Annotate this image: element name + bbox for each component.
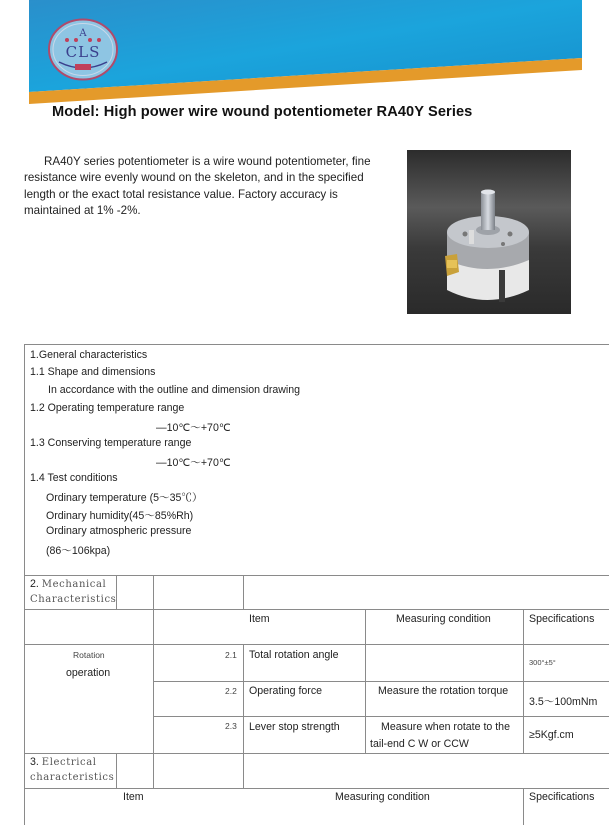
row-item: Operating force — [249, 685, 323, 697]
operating-temp-value: —10℃～+70℃ — [156, 422, 231, 434]
table-border-left — [24, 344, 25, 825]
row-divider — [153, 681, 609, 682]
group-label-operation: operation — [66, 667, 111, 679]
row-condition-line1: Measure when rotate to the — [381, 721, 510, 733]
row-number: 2.3 — [225, 721, 237, 731]
col-divider — [523, 609, 524, 753]
intro-text: RA40Y series potentiometer is a wire wound potentiometer, fine resistance wire evenly wound on the skeleton, and in the specified length or the exact total resistance value. Factory accuracy is maintained at 1% -2%. — [24, 155, 371, 217]
electrical-col-item: Item — [123, 791, 144, 803]
mechanical-col-condition: Measuring condition — [396, 613, 491, 625]
mechanical-heading-number: 2. — [30, 578, 39, 590]
table-border-top — [24, 344, 609, 345]
mechanical-col-item: Item — [249, 613, 270, 625]
test-conditions-label: 1.4 Test conditions — [30, 472, 118, 484]
mechanical-heading-line1 — [30, 578, 106, 590]
group-label-rotation: Rotation — [73, 650, 105, 660]
svg-text:CLS: CLS — [65, 43, 101, 61]
mechanical-heading-text: Mechanical — [41, 579, 107, 590]
operating-temp-label: 1.2 Operating temperature range — [30, 402, 185, 414]
row-divider — [24, 609, 609, 610]
col-divider — [243, 575, 244, 609]
general-heading: 1.General characteristics — [30, 349, 148, 361]
conserving-temp-value: —10℃～+70℃ — [156, 457, 231, 469]
row-item: Lever stop strength — [249, 721, 340, 733]
col-divider — [153, 753, 154, 788]
row-number: 2.2 — [225, 686, 237, 696]
mechanical-heading-line2: Characteristics — [30, 594, 117, 605]
electrical-heading-line2: characteristics — [30, 772, 115, 783]
row-divider — [24, 644, 609, 645]
row-spec: 300°±5° — [529, 658, 556, 667]
electrical-heading-number: 3. — [30, 756, 39, 768]
test-condition-item: Ordinary temperature (5～35℃） — [46, 492, 203, 504]
electrical-col-spec: Specifications — [529, 791, 595, 803]
row-number: 2.1 — [225, 650, 237, 660]
shape-dimensions-label: 1.1 Shape and dimensions — [30, 366, 156, 378]
col-divider — [116, 753, 117, 788]
test-condition-item: Ordinary atmospheric pressure — [46, 525, 192, 537]
row-divider — [24, 753, 609, 754]
svg-text:A: A — [79, 28, 87, 39]
electrical-heading-text: Electrical — [41, 757, 97, 768]
page-title: Model: High power wire wound potentiometer RA40Y Series — [52, 104, 473, 120]
row-divider — [153, 716, 609, 717]
product-photo — [407, 150, 571, 314]
spec-table — [24, 344, 609, 825]
mechanical-col-spec: Specifications — [529, 613, 595, 625]
conserving-temp-label: 1.3 Conserving temperature range — [30, 437, 192, 449]
shape-dimensions-detail: In accordance with the outline and dimension drawing — [48, 384, 301, 396]
row-spec: ≥5Kgf.cm — [529, 729, 574, 741]
row-item: Total rotation angle — [249, 649, 339, 661]
row-divider — [24, 575, 609, 576]
col-divider — [153, 575, 154, 753]
col-divider — [243, 753, 244, 788]
col-divider — [523, 788, 524, 825]
test-condition-item: (86～106kpa) — [46, 545, 111, 557]
intro-paragraph — [24, 154, 394, 219]
row-spec: 3.5～100mNm — [529, 696, 598, 708]
electrical-heading-line1 — [30, 756, 97, 768]
row-divider — [24, 788, 609, 789]
col-divider — [365, 609, 366, 753]
row-condition-line2: tail-end C W or CCW — [370, 738, 469, 750]
col-divider — [243, 644, 244, 753]
row-condition: Measure the rotation torque — [378, 685, 509, 697]
company-logo — [47, 18, 119, 81]
electrical-col-condition: Measuring condition — [335, 791, 430, 803]
test-condition-item: Ordinary humidity(45～85%Rh) — [46, 510, 194, 522]
